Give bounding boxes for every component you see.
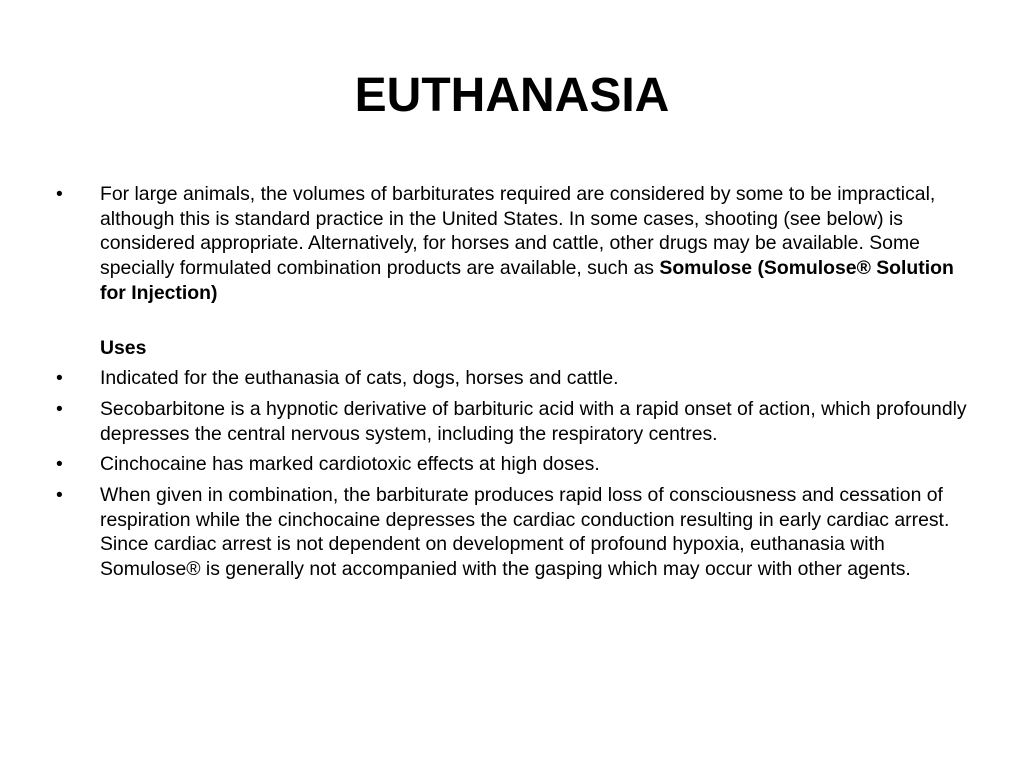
- bullet-dot: •: [56, 397, 63, 420]
- intro-text: For large animals, the volumes of barbiturates required are considered by some to be impractical, although this is standard practice in the United States. In some cases, shooting (see below) is considered appropriate. Alternatively, for horses and cattle, other drugs may be available. Some specially formulated combination products are available, such as: [100, 183, 936, 280]
- bullet-item-use: [56, 366, 976, 391]
- use-text: When given in combination, the barbiturate produces rapid loss of consciousness and cessation of respiration while the cinchocaine depresses the cardiac conduction resulting in early cardiac arrest. Since cardiac arrest is not dependent on development of profound hypoxia, euthanasia with Somulose® is generally not accompanied with the gasping which may occur with other agents.: [100, 484, 950, 581]
- bullet-item-use: [56, 452, 976, 477]
- bullet-item-use: [56, 397, 976, 446]
- uses-heading: Uses: [100, 336, 147, 359]
- bullet-dot: •: [56, 484, 63, 507]
- use-text: Secobarbitone is a hypnotic derivative of barbituric acid with a rapid onset of action, which profoundly depresses the central nervous system, including the respiratory centres.: [100, 397, 967, 445]
- slide-title: EUTHANASIA: [354, 69, 670, 122]
- slide-body: [56, 182, 976, 588]
- bullet-dot: •: [56, 183, 63, 205]
- bullet-item-intro: [56, 182, 976, 306]
- bullet-item-use: [56, 483, 976, 582]
- use-text: Indicated for the euthanasia of cats, dogs, horses and cattle.: [100, 367, 619, 390]
- bullet-dot: •: [56, 453, 63, 476]
- bullet-dot: •: [56, 367, 63, 390]
- intro-product-name: Somulose (Somulose® Solution for Injection): [100, 257, 954, 304]
- use-text: Cinchocaine has marked cardiotoxic effects at high doses.: [100, 453, 600, 476]
